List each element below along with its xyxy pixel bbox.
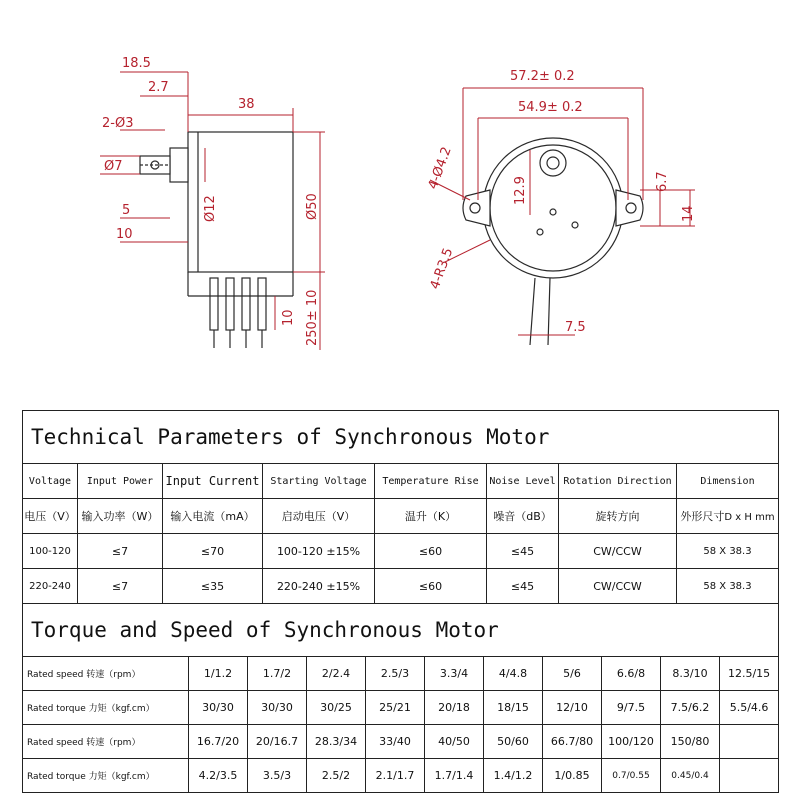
dim-wire-strip: 10 xyxy=(281,309,296,326)
torque-speed-title: Torque and Speed of Synchronous Motor xyxy=(23,604,779,657)
header-dimension: Dimension xyxy=(677,464,779,499)
dim-cable-offset: 7.5 xyxy=(565,320,586,335)
dim-body-height: 38 xyxy=(238,97,255,112)
dim-boss-length: 2.7 xyxy=(148,80,169,95)
header-voltage: Voltage xyxy=(23,464,78,499)
dim-ear-width: 14 xyxy=(681,205,696,222)
torque-speed-table xyxy=(22,603,779,793)
side-view xyxy=(100,56,325,350)
dim-5: 5 xyxy=(122,203,131,218)
dim-ear-span: 57.2± 0.2 xyxy=(510,69,575,84)
mounting-ear-right xyxy=(616,190,643,226)
header-input-power: Input Power xyxy=(78,464,163,499)
dim-ear-height: 6.7 xyxy=(655,171,670,192)
table-row: Rated torque 力矩（kgf.cm） 4.2/3.5 3.5/3 2.5/2 2.1/1.7 1.7/1.4 1.4/1.2 1/0.85 0.7/0.55 0.45/0.4 xyxy=(23,759,779,793)
dim-boss-dia: Ø12 xyxy=(203,195,218,222)
dim-shaft-offset: 12.9 xyxy=(513,176,528,205)
dim-hole-span: 54.9± 0.2 xyxy=(518,100,583,115)
dim-ear-holes: 4-Ø4.2 xyxy=(425,145,455,192)
dimension-unit: D x H mm xyxy=(724,512,775,523)
dim-shaft-length: 18.5 xyxy=(122,56,151,71)
shaft-boss xyxy=(170,148,188,182)
dim-wire-length: 250± 10 xyxy=(305,289,320,346)
header-cn-starting-voltage: 启动电压（V） xyxy=(263,499,375,534)
dim-hole-dia: 2-Ø3 xyxy=(102,116,134,131)
header-cn-temperature-rise: 温升（K） xyxy=(375,499,487,534)
table-row: 100-120 ≤7 ≤70 100-120 ±15% ≤60 ≤45 CW/CCW 58 X 38.3 xyxy=(23,534,779,569)
table-row: Rated torque 力矩（kgf.cm） 30/30 30/30 30/25 25/21 20/18 18/15 12/10 9/7.5 7.5/6.2 5.5/4.6 xyxy=(23,691,779,725)
header-cn-rotation-direction: 旋转方向 xyxy=(559,499,677,534)
header-rotation-direction: Rotation Direction xyxy=(559,464,677,499)
header-cn-input-power: 输入功率（W） xyxy=(78,499,163,534)
dim-body-dia: Ø50 xyxy=(305,193,320,220)
header-cn-noise-level: 噪音（dB） xyxy=(487,499,559,534)
technical-parameters-table xyxy=(22,410,779,604)
header-temperature-rise: Temperature Rise xyxy=(375,464,487,499)
header-starting-voltage: Starting Voltage xyxy=(263,464,375,499)
dim-shaft-dia: Ø7 xyxy=(104,159,123,174)
mounting-ear-left xyxy=(463,190,490,226)
table-row: 220-240 ≤7 ≤35 220-240 ±15% ≤60 ≤45 CW/CCW 58 X 38.3 xyxy=(23,569,779,604)
header-cn-input-current: 输入电流（mA） xyxy=(163,499,263,534)
dim-ear-radius: 4-R3.5 xyxy=(427,246,457,292)
header-cn-voltage: 电压（V） xyxy=(23,499,78,534)
shaft-end xyxy=(540,150,566,176)
technical-parameters-title: Technical Parameters of Synchronous Motor xyxy=(23,411,779,464)
table-row: Rated speed 转速（rpm） 1/1.2 1.7/2 2/2.4 2.5/3 3.3/4 4/4.8 5/6 6.6/8 8.3/10 12.5/15 xyxy=(23,657,779,691)
table-row: Rated speed 转速（rpm） 16.7/20 20/16.7 28.3/34 33/40 40/50 50/60 66.7/80 100/120 150/80 xyxy=(23,725,779,759)
spec-tables xyxy=(22,410,778,795)
front-view xyxy=(426,69,696,345)
header-noise-level: Noise Level xyxy=(487,464,559,499)
dim-10: 10 xyxy=(116,227,133,242)
header-cn-dimension: 外形尺寸D x H mm xyxy=(677,499,779,534)
lead-wires xyxy=(210,278,266,348)
header-input-current: Input Current xyxy=(163,464,263,499)
